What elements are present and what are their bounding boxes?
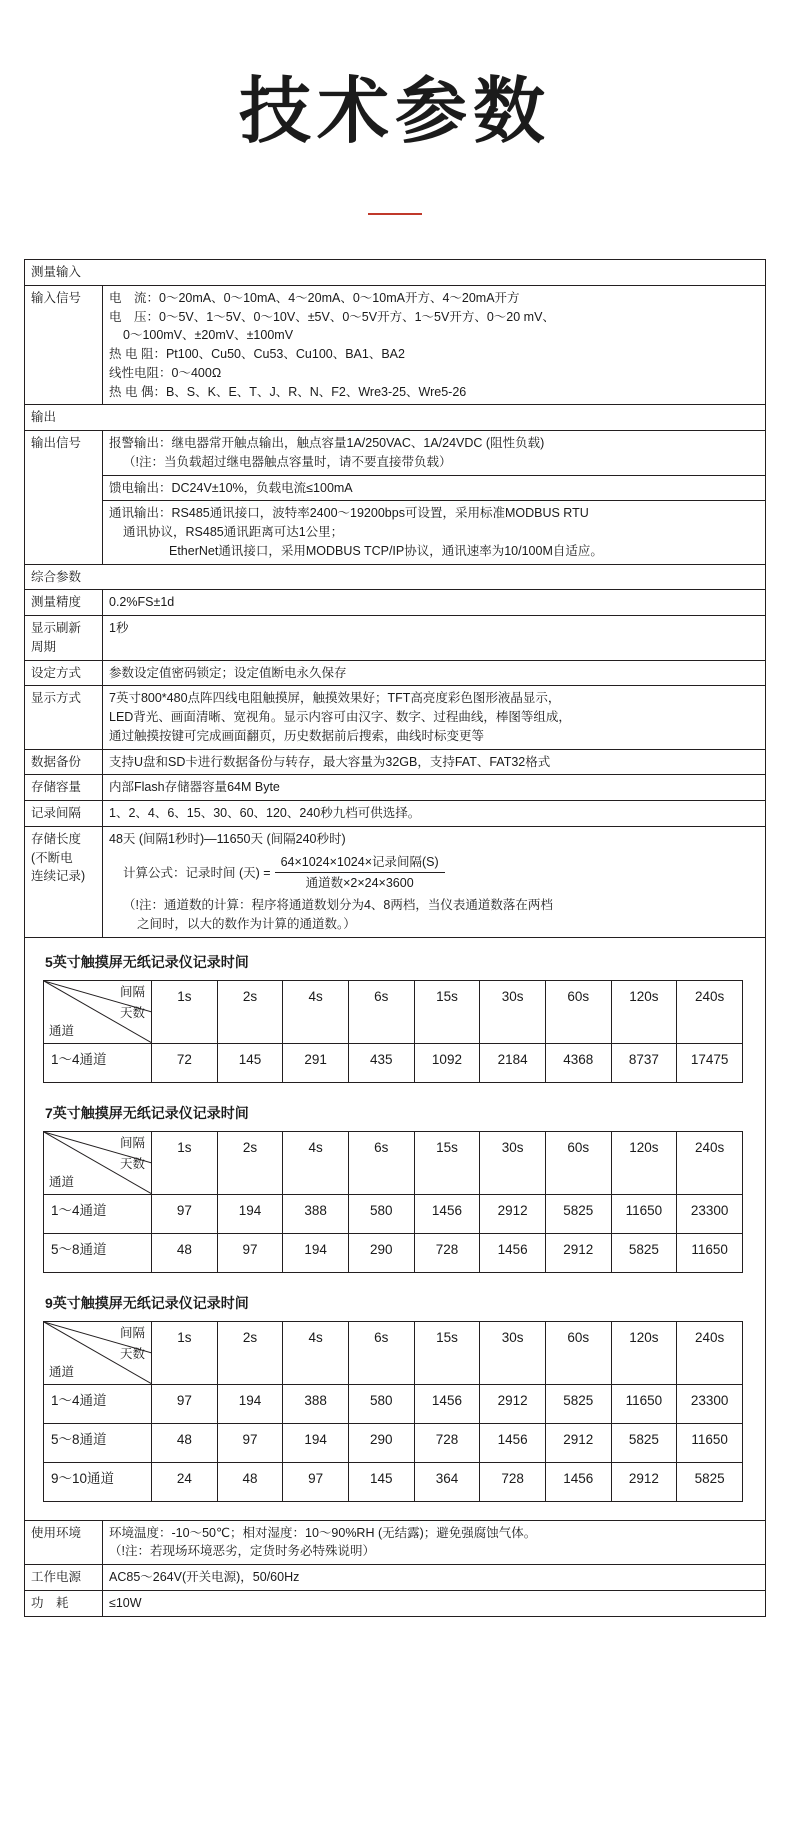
section-output: 输出 bbox=[25, 405, 766, 431]
record-table-title: 5英寸触摸屏无纸记录仪记录时间 bbox=[45, 953, 249, 970]
cell-value: 8737 bbox=[611, 1043, 677, 1082]
cell-value: 145 bbox=[217, 1043, 283, 1082]
row-label-length bbox=[25, 826, 103, 937]
record-time-table-9inch bbox=[43, 1321, 743, 1502]
col-header-interval: 15s bbox=[414, 1131, 480, 1194]
row-label-backup: 数据备份 bbox=[25, 749, 103, 775]
row-label-channel: 1～4通道 bbox=[44, 1194, 152, 1233]
cell-value: 97 bbox=[152, 1384, 218, 1423]
formula-note-2: 之间时，以大的数作为计算的通道数。） bbox=[137, 916, 356, 931]
row-label-channel: 1～4通道 bbox=[44, 1384, 152, 1423]
record-time-table-5inch bbox=[43, 980, 743, 1083]
cell-value: 580 bbox=[348, 1194, 414, 1233]
row-label-output-signal: 输出信号 bbox=[25, 431, 103, 565]
cell-value: 48 bbox=[217, 1462, 283, 1501]
table-row bbox=[25, 564, 766, 590]
col-header-interval: 6s bbox=[348, 980, 414, 1043]
corner-label-interval: 间隔 bbox=[119, 984, 145, 999]
cell-value: 23300 bbox=[677, 1194, 743, 1233]
col-header-interval: 60s bbox=[545, 1321, 611, 1384]
table-row bbox=[25, 775, 766, 801]
output-comm-line-1: 通讯输出：RS485通讯接口，波特率2400～19200bps可设置，采用标准MODBUS RTU bbox=[109, 506, 589, 521]
title-block bbox=[0, 0, 790, 215]
table-row bbox=[44, 1423, 743, 1462]
table-row bbox=[44, 1384, 743, 1423]
row-label-setting: 设定方式 bbox=[25, 660, 103, 686]
cell-value: 11650 bbox=[677, 1423, 743, 1462]
row-value-display bbox=[103, 686, 766, 749]
corner-label-days: 天数 bbox=[119, 1005, 145, 1020]
cell-value: 4368 bbox=[545, 1043, 611, 1082]
cell-value: 2912 bbox=[545, 1233, 611, 1272]
output-alarm-note: （!注：当负载超过继电器触点容量时，请不要直接带负载） bbox=[123, 454, 452, 469]
cell-value: 5825 bbox=[677, 1462, 743, 1501]
row-label-consumption: 功 耗 bbox=[25, 1590, 103, 1616]
row-label-power: 工作电源 bbox=[25, 1565, 103, 1591]
row-value-setting: 参数设定值密码锁定；设定值断电永久保存 bbox=[103, 660, 766, 686]
cell-value: 728 bbox=[480, 1462, 546, 1501]
corner-label-channel: 通道 bbox=[49, 1174, 75, 1189]
col-header-interval: 15s bbox=[414, 1321, 480, 1384]
cell-value: 72 bbox=[152, 1043, 218, 1082]
cell-value: 97 bbox=[152, 1194, 218, 1233]
col-header-interval: 60s bbox=[545, 980, 611, 1043]
cell-value: 5825 bbox=[611, 1233, 677, 1272]
cell-value: 11650 bbox=[611, 1194, 677, 1233]
col-header-interval: 4s bbox=[283, 1321, 349, 1384]
row-value-environment bbox=[103, 1520, 766, 1565]
row-value-length bbox=[103, 826, 766, 937]
input-linear-line: 线性电阻：0～400Ω bbox=[109, 365, 222, 380]
cell-value: 194 bbox=[283, 1233, 349, 1272]
cell-value: 2912 bbox=[545, 1423, 611, 1462]
cell-value: 11650 bbox=[611, 1384, 677, 1423]
cell-value: 1456 bbox=[414, 1194, 480, 1233]
cell-value: 194 bbox=[283, 1423, 349, 1462]
length-label-line-2: (不断电 bbox=[31, 850, 73, 865]
display-line-1: 7英寸800*480点阵四线电阻触摸屏，触摸效果好；TFT高亮度彩色图形液晶显示， bbox=[109, 691, 561, 706]
length-label-line-1: 存储长度 bbox=[31, 831, 82, 846]
corner-label-channel: 通道 bbox=[49, 1364, 75, 1379]
record-table-title: 7英寸触摸屏无纸记录仪记录时间 bbox=[45, 1104, 249, 1121]
output-feed-cell: 馈电输出：DC24V±10%，负载电流≤100mA bbox=[103, 476, 765, 502]
col-header-interval: 15s bbox=[414, 980, 480, 1043]
row-value-power: AC85～264V(开关电源)，50/60Hz bbox=[103, 1565, 766, 1591]
table-row bbox=[25, 590, 766, 616]
table-row bbox=[25, 937, 766, 1520]
record-table-title: 9英寸触摸屏无纸记录仪记录时间 bbox=[45, 1294, 249, 1311]
col-header-interval: 240s bbox=[677, 980, 743, 1043]
record-time-tables-cell bbox=[25, 937, 766, 1520]
cell-value: 1092 bbox=[414, 1043, 480, 1082]
col-header-interval: 30s bbox=[480, 1131, 546, 1194]
table-row bbox=[44, 1321, 743, 1384]
col-header-interval: 30s bbox=[480, 980, 546, 1043]
input-voltage-line-1: 电 压：0～5V、1～5V、0～10V、±5V、0～5V开方、1～5V开方、0～20 mV、 bbox=[109, 309, 555, 324]
formula-denominator: 通道数×2×24×3600 bbox=[305, 876, 414, 891]
environment-line-2: （!注：若现场环境恶劣，定货时务必特殊说明） bbox=[109, 1544, 375, 1559]
cell-value: 290 bbox=[348, 1233, 414, 1272]
corner-label-interval: 间隔 bbox=[119, 1325, 145, 1340]
table-row bbox=[25, 1590, 766, 1616]
corner-header bbox=[44, 1321, 152, 1384]
cell-value: 97 bbox=[217, 1423, 283, 1462]
col-header-interval: 2s bbox=[217, 1131, 283, 1194]
table-row bbox=[25, 686, 766, 749]
col-header-interval: 2s bbox=[217, 1321, 283, 1384]
cell-value: 48 bbox=[152, 1233, 218, 1272]
cell-value: 728 bbox=[414, 1233, 480, 1272]
cell-value: 48 bbox=[152, 1423, 218, 1462]
cell-value: 1456 bbox=[480, 1233, 546, 1272]
row-label-channel: 5～8通道 bbox=[44, 1423, 152, 1462]
cell-value: 145 bbox=[348, 1462, 414, 1501]
col-header-interval: 240s bbox=[677, 1131, 743, 1194]
table-row bbox=[44, 1131, 743, 1194]
cell-value: 435 bbox=[348, 1043, 414, 1082]
section-measure-input: 测量输入 bbox=[25, 260, 766, 286]
table-row bbox=[25, 616, 766, 661]
table-row bbox=[44, 980, 743, 1043]
row-value-storage: 内部Flash存储器容量64M Byte bbox=[103, 775, 766, 801]
cell-value: 2184 bbox=[480, 1043, 546, 1082]
col-header-interval: 120s bbox=[611, 1131, 677, 1194]
cell-value: 23300 bbox=[677, 1384, 743, 1423]
cell-value: 2912 bbox=[611, 1462, 677, 1501]
table-row bbox=[25, 1565, 766, 1591]
col-header-interval: 120s bbox=[611, 1321, 677, 1384]
table-row bbox=[44, 1194, 743, 1233]
cell-value: 2912 bbox=[480, 1194, 546, 1233]
cell-value: 24 bbox=[152, 1462, 218, 1501]
col-header-interval: 4s bbox=[283, 1131, 349, 1194]
row-label-refresh bbox=[25, 616, 103, 661]
input-current-line: 电 流：0～20mA、0～10mA、4～20mA、0～10mA开方、4～20mA开方 bbox=[109, 290, 520, 305]
corner-label-days: 天数 bbox=[119, 1346, 145, 1361]
col-header-interval: 6s bbox=[348, 1321, 414, 1384]
table-row bbox=[25, 285, 766, 405]
cell-value: 290 bbox=[348, 1423, 414, 1462]
col-header-interval: 4s bbox=[283, 980, 349, 1043]
cell-value: 728 bbox=[414, 1423, 480, 1462]
environment-line-1: 环境温度：-10～50℃；相对湿度：10～90%RH (无结露)；避免强腐蚀气体。 bbox=[109, 1525, 537, 1540]
row-value-interval: 1、2、4、6、15、30、60、120、240秒九档可供选择。 bbox=[103, 801, 766, 827]
corner-header bbox=[44, 980, 152, 1043]
cell-value: 5825 bbox=[545, 1194, 611, 1233]
formula-fraction bbox=[275, 853, 445, 894]
table-row bbox=[44, 1462, 743, 1501]
cell-value: 291 bbox=[283, 1043, 349, 1082]
cell-value: 1456 bbox=[545, 1462, 611, 1501]
table-row bbox=[25, 260, 766, 286]
input-tc-line: 热 电 偶：B、S、K、E、T、J、R、N、F2、Wre3-25、Wre5-26 bbox=[109, 384, 467, 399]
table-row bbox=[25, 801, 766, 827]
record-time-table-7inch bbox=[43, 1131, 743, 1273]
cell-value: 2912 bbox=[480, 1384, 546, 1423]
cell-value: 17475 bbox=[677, 1043, 743, 1082]
corner-label-channel: 通道 bbox=[49, 1023, 75, 1038]
row-label-accuracy: 测量精度 bbox=[25, 590, 103, 616]
row-label-channel: 9～10通道 bbox=[44, 1462, 152, 1501]
cell-value: 194 bbox=[217, 1194, 283, 1233]
row-value-refresh: 1秒 bbox=[103, 616, 766, 661]
refresh-label-line-1: 显示刷新 bbox=[31, 621, 82, 636]
input-rtd-line: 热 电 阻：Pt100、Cu50、Cu53、Cu100、BA1、BA2 bbox=[109, 347, 405, 362]
row-label-interval: 记录间隔 bbox=[25, 801, 103, 827]
output-comm-line-2: 通讯协议，RS485通讯距离可达1公里； bbox=[123, 525, 344, 540]
row-label-display: 显示方式 bbox=[25, 686, 103, 749]
cell-value: 11650 bbox=[677, 1233, 743, 1272]
col-header-interval: 2s bbox=[217, 980, 283, 1043]
cell-value: 388 bbox=[283, 1194, 349, 1233]
formula-numerator: 64×1024×1024×记录间隔(S) bbox=[275, 853, 445, 874]
formula-note-1: （!注：通道数的计算：程序将通道数划分为4、8两档，当仪表通道数落在两档 bbox=[123, 898, 553, 913]
cell-value: 97 bbox=[217, 1233, 283, 1272]
cell-value: 364 bbox=[414, 1462, 480, 1501]
refresh-label-line-2: 周期 bbox=[31, 639, 57, 654]
cell-value: 5825 bbox=[545, 1384, 611, 1423]
output-alarm-line: 报警输出：继电器常开触点输出，触点容量1A/250VAC、1A/24VDC (阻性负载) bbox=[109, 436, 545, 451]
table-row bbox=[25, 405, 766, 431]
table-row bbox=[25, 431, 766, 565]
display-line-2: LED背光、画面清晰、宽视角。显示内容可由汉字、数字、过程曲线，棒图等组成， bbox=[109, 710, 571, 725]
output-comm-cell bbox=[103, 501, 765, 563]
col-header-interval: 6s bbox=[348, 1131, 414, 1194]
row-value-output-signal bbox=[103, 431, 766, 565]
cell-value: 194 bbox=[217, 1384, 283, 1423]
record-time-formula bbox=[109, 853, 759, 894]
row-label-storage: 存储容量 bbox=[25, 775, 103, 801]
col-header-interval: 1s bbox=[152, 980, 218, 1043]
col-header-interval: 1s bbox=[152, 1321, 218, 1384]
tables-wrap bbox=[0, 215, 790, 1647]
table-row bbox=[25, 826, 766, 937]
table-row bbox=[25, 1520, 766, 1565]
row-value-consumption: ≤10W bbox=[103, 1590, 766, 1616]
corner-label-interval: 间隔 bbox=[119, 1135, 145, 1150]
length-label-line-3: 连续记录) bbox=[31, 869, 86, 884]
cell-value: 388 bbox=[283, 1384, 349, 1423]
spec-table bbox=[24, 259, 766, 1617]
row-value-accuracy: 0.2%FS±1d bbox=[103, 590, 766, 616]
col-header-interval: 240s bbox=[677, 1321, 743, 1384]
output-comm-line-3: EtherNet通讯接口，采用MODBUS TCP/IP协议，通讯速率为10/100M自适应。 bbox=[169, 543, 603, 558]
record-table-block-7inch bbox=[25, 1089, 765, 1279]
output-alarm-cell bbox=[103, 431, 765, 476]
formula-prefix: 计算公式：记录时间 (天) = bbox=[123, 865, 271, 880]
spacer bbox=[25, 1508, 765, 1520]
record-table-block-9inch bbox=[25, 1279, 765, 1508]
col-header-interval: 30s bbox=[480, 1321, 546, 1384]
row-label-channel: 5～8通道 bbox=[44, 1233, 152, 1272]
cell-value: 580 bbox=[348, 1384, 414, 1423]
col-header-interval: 1s bbox=[152, 1131, 218, 1194]
length-value-line: 48天 (间隔1秒时)—11650天 (间隔240秒时) bbox=[109, 831, 346, 846]
corner-label-days: 天数 bbox=[119, 1156, 145, 1171]
table-row bbox=[44, 1233, 743, 1272]
record-table-block-5inch bbox=[25, 938, 765, 1089]
cell-value: 5825 bbox=[611, 1423, 677, 1462]
row-label-channel: 1～4通道 bbox=[44, 1043, 152, 1082]
row-value-input-signal bbox=[103, 285, 766, 405]
cell-value: 97 bbox=[283, 1462, 349, 1501]
row-label-input-signal: 输入信号 bbox=[25, 285, 103, 405]
cell-value: 1456 bbox=[414, 1384, 480, 1423]
col-header-interval: 120s bbox=[611, 980, 677, 1043]
table-row bbox=[44, 1043, 743, 1082]
col-header-interval: 60s bbox=[545, 1131, 611, 1194]
corner-header bbox=[44, 1131, 152, 1194]
display-line-3: 通过触摸按键可完成画面翻页，历史数据前后搜索，曲线时标变更等 bbox=[109, 728, 485, 743]
table-row bbox=[25, 660, 766, 686]
cell-value: 1456 bbox=[480, 1423, 546, 1462]
page-title: 技术参数 bbox=[238, 69, 551, 153]
input-voltage-line-2: 0～100mV、±20mV、±100mV bbox=[123, 328, 294, 343]
row-value-backup: 支持U盘和SD卡进行数据备份与转存，最大容量为32GB，支持FAT、FAT32格式 bbox=[103, 749, 766, 775]
row-label-environment: 使用环境 bbox=[25, 1520, 103, 1565]
section-general: 综合参数 bbox=[25, 564, 766, 590]
table-row bbox=[25, 749, 766, 775]
